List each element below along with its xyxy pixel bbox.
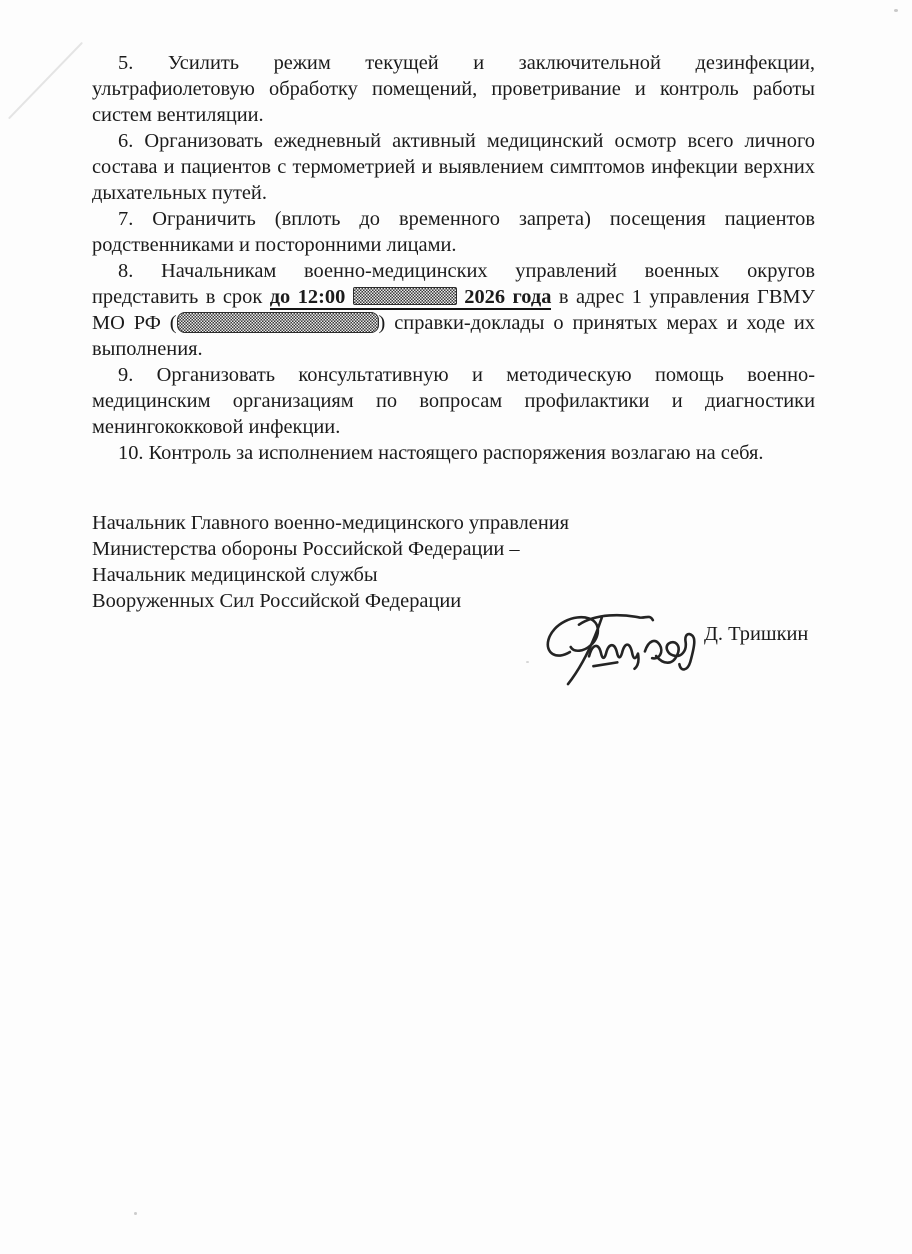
text-line: менингококковой инфекции.: [92, 416, 341, 438]
text-line: систем вентиляции.: [92, 104, 264, 126]
signer-name: Д. Тришкин: [704, 623, 809, 645]
text-run: ) справки-доклады о принятых мерах и ходе их: [378, 312, 815, 334]
signer-title-line: Начальник Главного военно-медицинского управления: [92, 512, 570, 534]
signature-block: [92, 510, 815, 734]
text-run: представить в срок: [92, 286, 270, 308]
handwritten-signature: [538, 601, 716, 707]
paragraph-5: [92, 50, 815, 128]
document-body: [92, 50, 815, 734]
paragraph-10: [92, 440, 815, 466]
signature-row: [92, 614, 815, 734]
paragraph-8: [92, 258, 815, 362]
paragraph-6: [92, 128, 815, 206]
text-run: в адрес 1 управления ГВМУ: [551, 286, 815, 308]
text-line: 10. Контроль за исполнением настоящего распоряжения возлагаю на себя.: [118, 442, 764, 464]
signer-title-line: Вооруженных Сил Российской Федерации: [92, 590, 462, 612]
text-run: 2026 года: [456, 286, 552, 308]
text-line: состава и пациентов с термометрией и выявлением симптомов инфекции верхних: [92, 156, 815, 178]
deadline-underlined-phrase: [270, 286, 552, 310]
redaction-block-date: [353, 287, 457, 305]
text-line: ультрафиолетовую обработку помещений, проветривание и контроль работы: [92, 78, 815, 100]
text-line: 9. Организовать консультативную и методическую помощь военно-: [118, 364, 815, 386]
text-run: МО РФ (: [92, 312, 177, 334]
signer-title-line: Начальник медицинской службы: [92, 564, 378, 586]
text-line: [92, 310, 815, 336]
scan-artifact-speck: [894, 9, 898, 12]
paragraph-7: [92, 206, 815, 258]
redaction-block-recipient: [177, 312, 379, 333]
text-line: выполнения.: [92, 338, 203, 360]
signer-title-line: Министерства обороны Российской Федерации –: [92, 538, 520, 560]
text-line: [92, 284, 815, 310]
text-line: 8. Начальникам военно-медицинских управлений военных округов: [118, 260, 815, 282]
scan-artifact-line: [8, 42, 83, 120]
text-line: 6. Организовать ежедневный активный медицинский осмотр всего личного: [118, 130, 815, 152]
text-run: до 12:00: [269, 286, 353, 308]
text-line: медицинским организациям по вопросам профилактики и диагностики: [92, 390, 815, 412]
paragraph-9: [92, 362, 815, 440]
text-line: дыхательных путей.: [92, 182, 267, 204]
text-line: 5. Усилить режим текущей и заключительной дезинфекции,: [118, 52, 815, 74]
text-line: родственниками и посторонними лицами.: [92, 234, 457, 256]
text-line: 7. Ограничить (вплоть до временного запрета) посещения пациентов: [118, 208, 815, 230]
scan-artifact-speck: [134, 1212, 137, 1215]
